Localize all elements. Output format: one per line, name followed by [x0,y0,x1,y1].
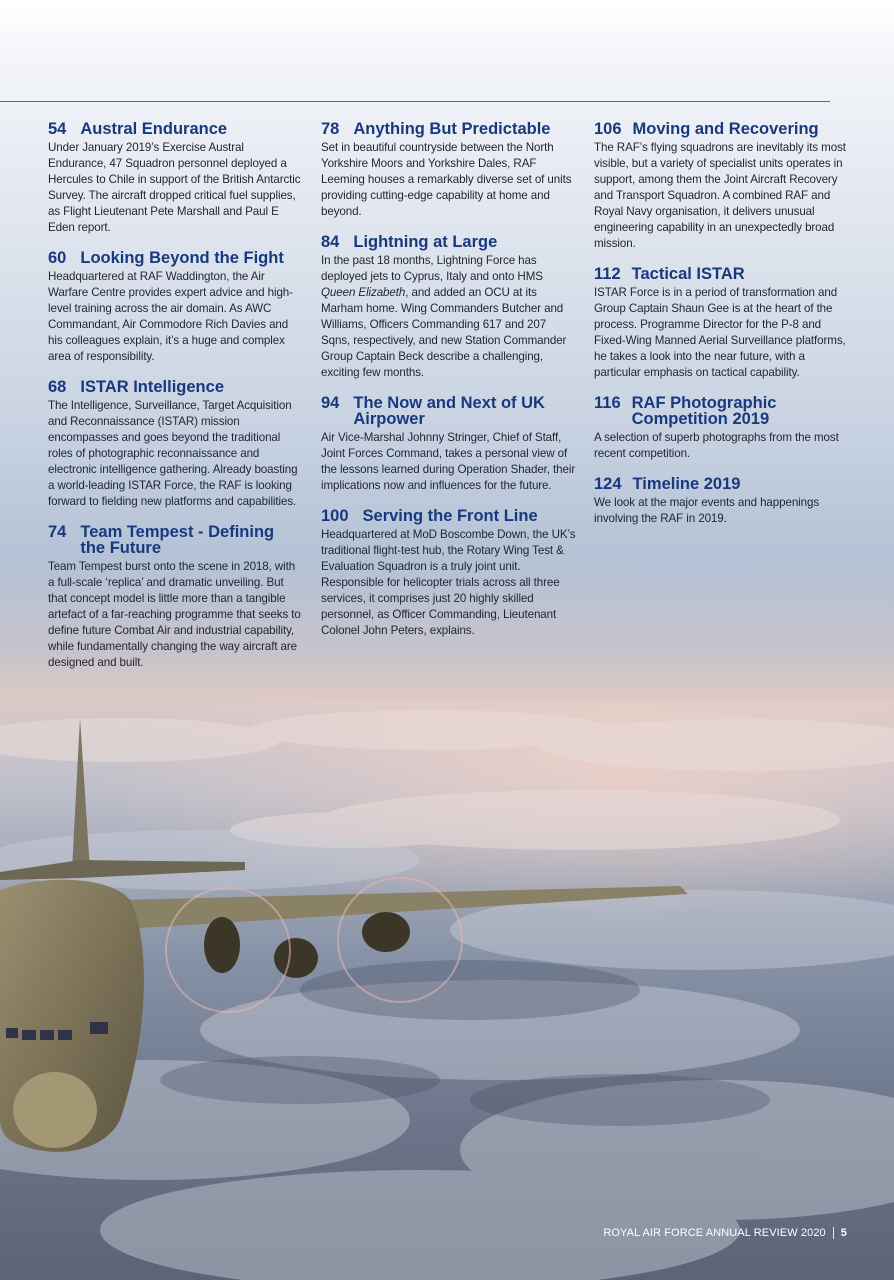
header-rule [0,101,830,102]
entry-summary: Headquartered at MoD Boscombe Down, the UK’s traditional flight-test hub, the Rotary Wing Test & Evaluation Squadron is a truly joint unit. Responsible for helicopter trials across all three services, it comprises just 20 highly skilled personnel, as Officer Commanding, Lieutenant Colonel John Peters, explains. [321,528,576,637]
footer-divider [833,1227,834,1239]
contents-entry [594,395,848,462]
entry-heading [321,121,577,137]
aircraft-photo [0,700,894,1280]
entry-summary: ISTAR Force is in a period of transformation and Group Captain Shaun Gee is at the heart of the process. Programme Director for the P-8 and Fixed-Wing Manned Aerial Surveillance platforms, he takes a look into the near future, with a particular emphasis on tactical capability. [594,286,846,379]
contents-entry [321,121,577,220]
contents-entry [321,234,577,381]
entry-page-number: 60 [48,249,67,267]
entry-heading [48,250,302,266]
entry-summary: The Intelligence, Surveillance, Target Acquisition and Reconnaissance (ISTAR) mission encompasses and goes beyond the traditional roles of photographic reconnaissance and electronic intelligence gathering. Already boasting a world-leading ISTAR Force, the RAF is looking forward to fielding new platforms and capabilities. [48,399,298,508]
entry-summary: Set in beautiful countryside between the North Yorkshire Moors and Yorkshire Dales, RAF Leeming houses a remarkably diverse set of units providing cutting-edge capability at home and beyond. [321,141,572,218]
contents-entry [594,476,848,527]
entry-title[interactable]: Tactical ISTAR [631,265,745,283]
entry-summary: We look at the major events and happenings involving the RAF in 2019. [594,496,820,525]
entry-title[interactable]: Lightning at Large [353,233,498,251]
entry-page-number: 106 [594,120,622,138]
summary-text: , and added an OCU at its Marham home. Wing Commanders Butcher and Williams, Officers Commanding 617 and 207 Sqns, respectively, and new Station Commander Group Captain Beck describe a challenging, exciting few months. [321,286,567,379]
page-number: 5 [840,1227,847,1239]
ship-name: Queen Elizabeth [321,286,406,299]
contents-entry [594,121,848,252]
entry-heading [321,508,577,524]
entry-title[interactable]: Team Tempest - Defining the Future [80,523,275,557]
contents-entry [48,250,302,365]
contents-column-1 [48,121,302,685]
entry-page-number: 94 [321,394,340,412]
contents-column-2 [321,121,577,653]
entry-page-number: 116 [594,394,621,412]
entry-title[interactable]: Looking Beyond the Fight [80,249,284,267]
entry-page-number: 124 [594,475,622,493]
page-footer [603,1227,847,1239]
entry-title[interactable]: Timeline 2019 [632,475,741,493]
entry-summary: Air Vice-Marshal Johnny Stringer, Chief of Staff, Joint Forces Command, takes a personal view of the lessons learned during Operation Shader, their implications now and influences for the future. [321,431,576,492]
entry-heading [48,524,302,556]
entry-page-number: 54 [48,120,67,138]
contents-entry [48,121,302,236]
entry-page-number: 84 [321,233,340,251]
entry-heading [48,379,302,395]
entry-summary [321,253,577,381]
entry-title[interactable]: Serving the Front Line [362,507,538,525]
publication-name: ROYAL AIR FORCE ANNUAL REVIEW 2020 [603,1227,826,1239]
contents-entry [321,395,577,494]
entry-summary: Team Tempest burst onto the scene in 2018, with a full-scale ‘replica’ and dramatic unveiling. But that concept model is little more than a tangible artefact of a far-reaching programme that seeks to define future Combat Air and industrial capability, while fundamentally changing the way aircraft are designed and built. [48,560,301,669]
entry-heading [594,476,848,492]
contents-entry [48,379,302,510]
contents-entry [594,266,848,381]
entry-heading [48,121,302,137]
entry-page-number: 112 [594,265,621,283]
entry-title[interactable]: Moving and Recovering [632,120,819,138]
entry-page-number: 74 [48,523,67,541]
entry-title[interactable]: The Now and Next of UK Airpower [353,394,545,428]
entry-page-number: 68 [48,378,67,396]
contents-entry [48,524,302,671]
entry-title[interactable]: Anything But Predictable [353,120,551,138]
entry-heading [594,395,848,427]
summary-text: In the past 18 months, Lightning Force has deployed jets to Cyprus, Italy and onto HMS [321,254,543,283]
entry-heading [321,234,577,250]
contents-column-3 [594,121,848,541]
entry-page-number: 100 [321,507,349,525]
entry-heading [321,395,577,427]
entry-heading [594,121,848,137]
entry-summary: Headquartered at RAF Waddington, the Air Warfare Centre provides expert advice and high-level training across the air domain. As AWC Commandant, Air Commodore Rich Davies and his colleagues explain, it’s a huge and complex area of responsibility. [48,270,293,363]
entry-title[interactable]: ISTAR Intelligence [80,378,224,396]
entry-title[interactable]: RAF Photographic Competition 2019 [631,394,777,428]
contents-entry [321,508,577,639]
entry-summary: The RAF’s flying squadrons are inevitably its most visible, but a variety of specialist units operates in support, among them the Joint Aircraft Recovery and Transport Squadron. A combined RAF and Royal Navy organisation, it delivers unusual engineering capability in an unexpectedly broad mission. [594,141,846,250]
entry-summary: Under January 2019’s Exercise Austral Endurance, 47 Squadron personnel deployed a Hercules to Chile in support of the British Antarctic Survey. The aircraft dropped critical fuel supplies, as Flight Lieutenant Pete Marshall and Paul E Eden report. [48,141,301,234]
entry-page-number: 78 [321,120,340,138]
entry-summary: A selection of superb photographs from the most recent competition. [594,431,839,460]
entry-heading [594,266,848,282]
entry-title[interactable]: Austral Endurance [80,120,228,138]
